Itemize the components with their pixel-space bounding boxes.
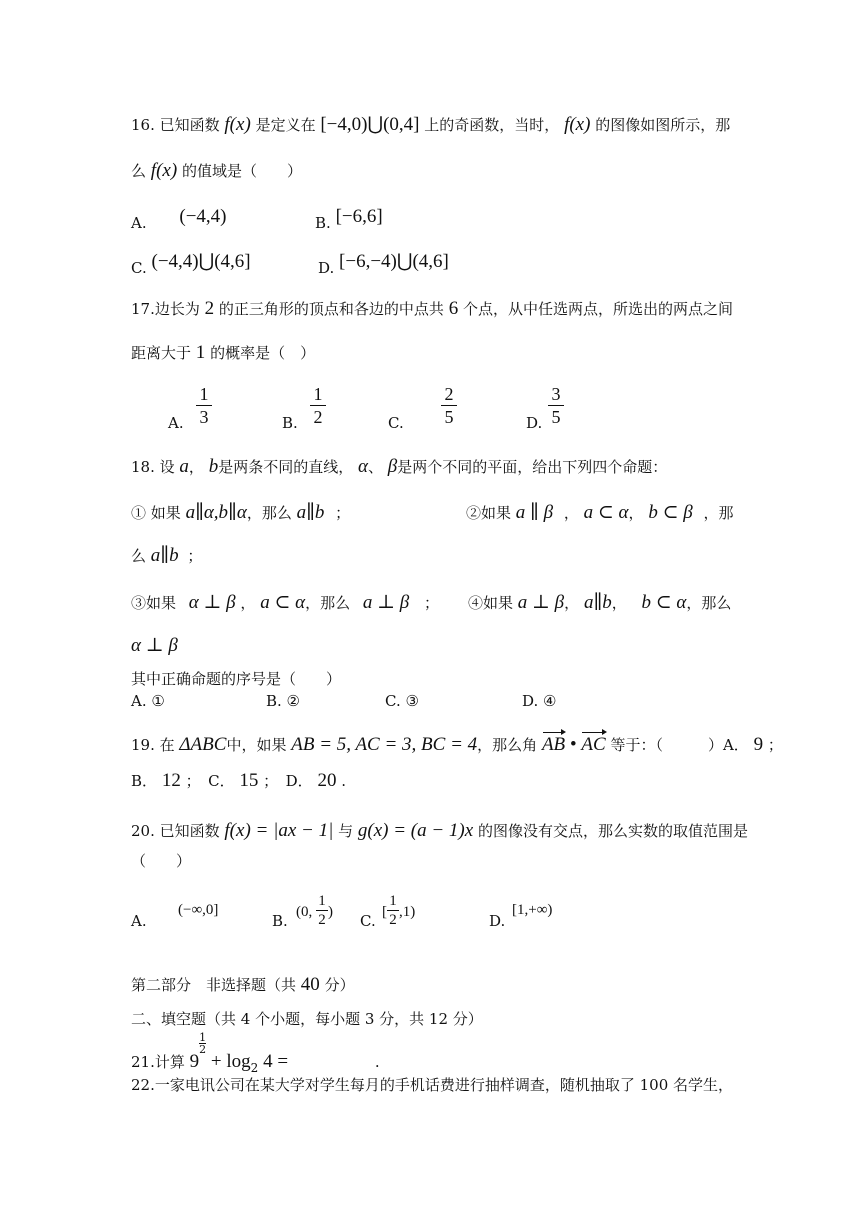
- text: 16. 已知函数: [131, 116, 220, 134]
- text: ；: [767, 736, 783, 754]
- text: 19. 在: [131, 736, 175, 754]
- text: 中，如果: [226, 736, 287, 754]
- exponent-fraction: [199, 1032, 206, 1055]
- text: 17.边长为: [131, 300, 200, 318]
- text: 第二部分 非选择题（共: [131, 976, 297, 994]
- math: α ⊥ β: [188, 592, 236, 613]
- log-base: 2: [250, 1061, 259, 1075]
- math: a ⊂ α: [583, 502, 629, 523]
- q20-option-a: (−∞,0]: [178, 902, 219, 918]
- math-fx: f(x): [564, 114, 591, 135]
- math-b: b: [208, 456, 219, 477]
- math-number: 15: [239, 770, 259, 791]
- text: ，: [188, 458, 204, 476]
- q17-option-a-label: A.: [168, 414, 184, 432]
- q16-option-d: [318, 250, 449, 277]
- text: 、: [367, 458, 383, 476]
- q17-option-b-fraction: [310, 384, 326, 427]
- q18-option-b: B. ②: [266, 692, 301, 710]
- math-number: 6: [448, 298, 459, 319]
- text: 的值域是（ ）: [181, 162, 302, 180]
- denominator: 2: [313, 407, 323, 427]
- text: 的图像如图所示，那: [595, 116, 731, 134]
- q18-option-c: C. ③: [385, 692, 419, 710]
- text: ；: [187, 547, 203, 565]
- math: a ⊥ β: [517, 592, 565, 613]
- option-label: C.: [131, 259, 147, 277]
- text: 是两个不同的平面，给出下列四个命题：: [397, 458, 668, 476]
- text: ，: [628, 504, 644, 522]
- math-base: 9: [189, 1051, 200, 1072]
- q20-option-a-label: A.: [131, 912, 147, 930]
- q17-option-c-label: C.: [388, 414, 404, 432]
- math-lengths: AB = 5, AC = 3, BC = 4: [291, 734, 478, 755]
- q20-option-d: [1,+∞): [512, 902, 553, 918]
- text: .: [374, 1053, 380, 1071]
- text: 的图像没有交点，那么实数的取值范围是: [477, 822, 748, 840]
- text: 么: [131, 547, 147, 565]
- math: a ⊥ β: [362, 592, 410, 613]
- text: 的概率是（ ）: [210, 344, 316, 362]
- denominator: 2: [318, 912, 326, 928]
- math: a∥b: [296, 502, 325, 523]
- denominator: 5: [551, 407, 561, 427]
- denominator: 5: [444, 407, 454, 427]
- text: ；: [424, 594, 440, 612]
- option-label: A.: [131, 214, 147, 232]
- math: a ⊂ α: [260, 592, 306, 613]
- text: 等于：（ ）A．: [610, 736, 749, 754]
- numerator: 1: [318, 893, 326, 909]
- q19-line-2: [131, 770, 346, 792]
- text: ； C．: [185, 772, 235, 790]
- q22-line: 22.一家电讯公司在某大学对学生每月的手机话费进行抽样调查，随机抽取了 100 名学生，: [131, 1076, 734, 1094]
- math-gx: g(x) = (a − 1)x: [357, 820, 474, 841]
- q20-option-c: [382, 892, 415, 929]
- fraction: [387, 892, 399, 929]
- math: a ∥ β: [515, 502, 554, 523]
- math: 4 =: [263, 1051, 289, 1072]
- text: 18. 设: [131, 458, 175, 476]
- text: 20. 已知函数: [131, 822, 220, 840]
- q18-prop-4: [468, 592, 731, 614]
- option-value: (−4,4)⋃(4,6]: [151, 251, 251, 272]
- fraction-bar: [310, 405, 326, 406]
- numerator: 1: [313, 384, 323, 404]
- dot-operator: •: [569, 734, 577, 755]
- q17-option-d-label: D.: [526, 414, 543, 432]
- math: b ⊂ α: [641, 592, 687, 613]
- math-log: + log: [210, 1051, 251, 1072]
- fraction-bar: [548, 405, 564, 406]
- section-heading: 二、填空题（共 4 个小题，每小题 3 分，共 12 分）: [131, 1010, 483, 1028]
- denominator: 2: [199, 1043, 207, 1056]
- math: a∥b: [583, 592, 612, 613]
- text: ，那么角: [477, 736, 538, 754]
- text: ④如果: [468, 594, 514, 612]
- q18-question: 其中正确命题的序号是（ ）: [131, 670, 342, 688]
- q20-option-d-label: D.: [489, 912, 506, 930]
- text: 个点，从中任选两点，所选出的两点之间: [463, 300, 734, 318]
- q18-prop-1: [131, 502, 350, 524]
- text: ，: [240, 594, 256, 612]
- math: a∥α,b∥α: [185, 502, 247, 523]
- q18-prop-3: [131, 592, 439, 614]
- text: B．: [131, 772, 158, 790]
- text: ① 如果: [131, 504, 181, 522]
- math-fx: f(x): [224, 114, 251, 135]
- option-label: B.: [315, 214, 331, 232]
- text: ，: [563, 504, 579, 522]
- denominator: 3: [199, 407, 209, 427]
- math: b ⊂ β: [648, 502, 693, 523]
- text: 分）: [324, 976, 355, 994]
- q18-option-a: A. ①: [131, 692, 165, 710]
- text: ，: [564, 594, 580, 612]
- fraction-bar: [196, 405, 212, 406]
- math-number: 1: [195, 342, 206, 363]
- text: 距离大于: [131, 344, 192, 362]
- q17-option-b-label: B.: [282, 414, 298, 432]
- text: 的正三角形的顶点和各边的中点共: [218, 300, 444, 318]
- text: .: [341, 772, 347, 790]
- q19-line-1: [131, 730, 783, 756]
- q20-option-b-label: B.: [272, 912, 288, 930]
- math-fx: f(x) = |ax − 1|: [224, 820, 334, 841]
- q17-line-1: [131, 298, 733, 320]
- q18-prop-2: [466, 502, 734, 524]
- text: 么: [131, 162, 147, 180]
- math-fx: f(x): [150, 160, 178, 181]
- math-number: 20: [317, 770, 337, 791]
- q20-option-b: [296, 892, 333, 929]
- numerator: 3: [551, 384, 561, 404]
- q17-option-d-fraction: [548, 384, 564, 427]
- q17-option-c-fraction: [441, 384, 457, 427]
- math-number: 40: [300, 974, 320, 995]
- vector-ac: AC: [581, 730, 605, 756]
- numerator: 1: [389, 893, 397, 909]
- q16-line-2: [131, 160, 302, 182]
- numerator: 1: [199, 1031, 207, 1044]
- q21-line: [131, 1031, 380, 1075]
- math-beta: β: [387, 456, 398, 477]
- text: ； D．: [263, 772, 313, 790]
- fraction: [316, 892, 328, 929]
- text: ，那: [703, 504, 734, 522]
- q18-prop-2-cont: [131, 545, 202, 567]
- text: 21.计算: [131, 1053, 185, 1071]
- numerator: 1: [199, 384, 209, 404]
- math-a: a: [179, 456, 189, 477]
- numerator: 2: [444, 384, 454, 404]
- option-label: D.: [318, 259, 335, 277]
- math-alpha: α: [358, 456, 368, 477]
- text: 与: [338, 822, 354, 840]
- math-domain: [−4,0)⋃(0,4]: [320, 114, 420, 135]
- text: ；: [335, 504, 351, 522]
- q18-prop-4-cont: [131, 635, 178, 657]
- interval-close: ,1): [399, 903, 416, 920]
- option-value: [−6,6]: [335, 206, 383, 227]
- q20-line-1: [131, 820, 748, 842]
- option-value: (−4,4): [179, 206, 227, 227]
- interval-open: (0,: [296, 903, 313, 920]
- fraction-bar: [441, 405, 457, 406]
- option-value: [−6,−4)⋃(4,6]: [339, 251, 449, 272]
- text: ②如果: [466, 504, 512, 522]
- interval-open: [: [382, 903, 387, 920]
- q16-option-a: [131, 206, 227, 232]
- q20-line-2: （ ）: [131, 852, 192, 870]
- q20-option-c-label: C.: [360, 912, 376, 930]
- interval-close: ): [328, 903, 333, 920]
- text: ，那么: [686, 594, 732, 612]
- text: 是定义在: [255, 116, 316, 134]
- text: 是两条不同的直线，: [218, 458, 354, 476]
- math: α ⊥ β: [131, 635, 178, 656]
- denominator: 2: [389, 912, 397, 928]
- q18-line-1: [131, 456, 667, 478]
- text: ，: [611, 594, 627, 612]
- math: a∥b: [150, 545, 179, 566]
- q16-line-1: [131, 114, 730, 136]
- math-number: 9: [753, 734, 764, 755]
- text: 上的奇函数，当时，: [424, 116, 560, 134]
- vector-ab: AB: [542, 730, 565, 756]
- q16-option-c: [131, 250, 251, 277]
- math-number: 12: [161, 770, 181, 791]
- part2-title: [131, 974, 355, 996]
- math-number: 2: [204, 298, 215, 319]
- text: ，那么: [305, 594, 351, 612]
- q17-option-a-fraction: [196, 384, 212, 427]
- text: ，那么: [246, 504, 292, 522]
- math-triangle: ΔABC: [179, 734, 227, 755]
- q16-option-b: [315, 206, 383, 232]
- q17-line-2: [131, 342, 315, 364]
- q18-option-d: D. ④: [522, 692, 557, 710]
- text: ③如果: [131, 594, 177, 612]
